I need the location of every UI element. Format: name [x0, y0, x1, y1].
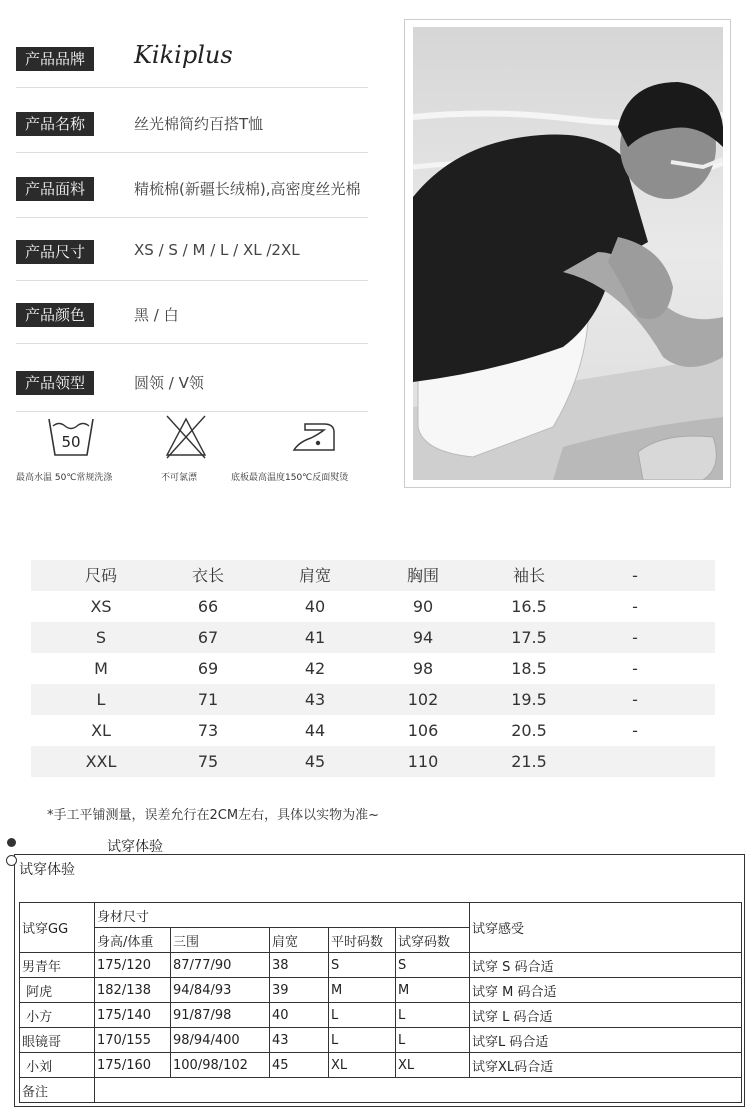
bleach-caption: 不可氯漂	[161, 473, 198, 483]
tryon-cell: L	[396, 1028, 470, 1053]
size-cell: 18.5	[511, 659, 547, 678]
tryon-cell: 38	[270, 953, 329, 978]
size-cell: 73	[197, 721, 219, 740]
tryon-cell: 175/120	[95, 953, 171, 978]
size-cell: -	[632, 597, 638, 616]
size-cell	[605, 746, 665, 777]
info-row-fabric	[16, 177, 368, 203]
tester-name: 小方	[20, 1003, 95, 1028]
tryon-feel: 试穿 L 码合适	[470, 1003, 742, 1028]
size-cell: M	[94, 659, 108, 678]
size-cell: 69	[197, 659, 219, 678]
tester-name: 阿虎	[20, 978, 95, 1003]
size-cell: 66	[197, 597, 219, 616]
subheader-cell: 试穿码数	[396, 928, 470, 953]
tryon-cell: 91/87/98	[171, 1003, 270, 1028]
size-row	[31, 684, 715, 715]
size-cell: S	[95, 628, 107, 647]
size-cell: 110	[407, 752, 439, 771]
tryon-cell: 175/140	[95, 1003, 171, 1028]
tryon-table	[19, 902, 742, 1103]
size-row	[31, 622, 715, 653]
size-cell: 98	[412, 659, 434, 678]
tester-header: 试穿GG	[20, 903, 95, 953]
iron-caption: 底板最高温度150℃反面熨烫	[231, 473, 349, 483]
tryon-cell: XL	[329, 1053, 396, 1078]
size-cell: XS	[90, 597, 112, 616]
tester-name: 眼镜哥	[20, 1028, 95, 1053]
info-row-name	[16, 112, 368, 138]
size-cell: L	[96, 690, 106, 709]
header-cell: 尺码	[84, 566, 117, 585]
info-label: 产品颜色	[16, 303, 94, 327]
wash-caption: 最高水温 50℃常规洗涤	[16, 473, 113, 483]
tryon-header-row	[20, 903, 742, 928]
no-bleach-icon	[164, 414, 208, 464]
tester-name: 小刘	[20, 1053, 95, 1078]
tryon-cell: 170/155	[95, 1028, 171, 1053]
subheader-cell: 身高/体重	[95, 928, 171, 953]
size-cell: 44	[304, 721, 326, 740]
size-cell: 94	[412, 628, 434, 647]
info-row-collar	[16, 371, 368, 397]
tryon-cell: L	[329, 1028, 396, 1053]
tryon-cell: 98/94/400	[171, 1028, 270, 1053]
size-cell: 43	[304, 690, 326, 709]
tryon-cell: 175/160	[95, 1053, 171, 1078]
tryon-caption: 试穿体验	[107, 839, 163, 855]
size-row	[31, 746, 715, 777]
size-chart	[31, 560, 715, 777]
divider	[16, 217, 368, 218]
header-cell: 胸围	[406, 566, 439, 585]
size-cell: 20.5	[511, 721, 547, 740]
size-header-row	[31, 560, 715, 591]
size-cell: 75	[197, 752, 219, 771]
size-row	[31, 591, 715, 622]
size-cell: 90	[412, 597, 434, 616]
tryon-cell: S	[329, 953, 396, 978]
tryon-cell: L	[396, 1003, 470, 1028]
info-value: 丝光棉简约百搭T恤	[134, 115, 264, 133]
size-cell: 17.5	[511, 628, 547, 647]
tryon-cell: L	[329, 1003, 396, 1028]
divider	[16, 280, 368, 281]
bullet-icon	[7, 838, 16, 847]
tryon-row	[20, 1053, 742, 1078]
tryon-title: 试穿体验	[19, 862, 75, 878]
model-photo	[413, 27, 723, 480]
size-cell: 21.5	[511, 752, 547, 771]
iron-icon	[291, 420, 337, 458]
tryon-cell: XL	[396, 1053, 470, 1078]
tryon-cell: 39	[270, 978, 329, 1003]
wash-icon	[48, 416, 94, 462]
body-header: 身材尺寸	[95, 903, 470, 928]
subheader-cell: 三围	[171, 928, 270, 953]
info-value: 圆领 / V领	[134, 374, 204, 392]
info-label: 产品尺寸	[16, 240, 94, 264]
header-cell: 衣长	[191, 566, 224, 585]
tryon-box	[14, 854, 745, 1107]
divider	[16, 411, 368, 412]
tryon-feel: 试穿XL码合适	[470, 1053, 742, 1078]
circle-icon	[6, 855, 17, 866]
info-value: 黑 / 白	[134, 306, 179, 324]
tryon-cell: 40	[270, 1003, 329, 1028]
tryon-cell: M	[396, 978, 470, 1003]
model-photo-frame	[404, 19, 731, 488]
size-cell: 19.5	[511, 690, 547, 709]
size-cell: 67	[197, 628, 219, 647]
info-label: 产品品牌	[16, 47, 94, 71]
tryon-cell: M	[329, 978, 396, 1003]
tryon-row	[20, 1003, 742, 1028]
remark-value	[95, 1078, 742, 1103]
info-row-brand	[16, 41, 368, 73]
feel-header: 试穿感受	[470, 903, 742, 953]
tryon-feel: 试穿 M 码合适	[470, 978, 742, 1003]
tryon-row	[20, 953, 742, 978]
size-cell: XL	[91, 721, 111, 740]
info-row-size	[16, 240, 368, 266]
brand-name: Kikiplus	[134, 41, 233, 69]
tryon-remark-row	[20, 1078, 742, 1103]
divider	[16, 152, 368, 153]
size-cell: 41	[304, 628, 326, 647]
divider	[16, 343, 368, 344]
header-cell: 袖长	[512, 566, 545, 585]
info-row-color	[16, 303, 368, 329]
tryon-cell: 43	[270, 1028, 329, 1053]
divider	[16, 87, 368, 88]
info-value: XS / S / M / L / XL /2XL	[134, 241, 300, 259]
size-cell: 42	[304, 659, 326, 678]
tryon-feel: 试穿L 码合适	[470, 1028, 742, 1053]
size-row	[31, 715, 715, 746]
tryon-row	[20, 978, 742, 1003]
size-cell: 40	[304, 597, 326, 616]
size-cell: 102	[407, 690, 439, 709]
size-cell: 106	[407, 721, 439, 740]
header-cell: 肩宽	[298, 566, 331, 585]
subheader-cell: 肩宽	[270, 928, 329, 953]
info-label: 产品领型	[16, 371, 94, 395]
size-cell: -	[632, 721, 638, 740]
info-value: 精梳棉(新疆长绒棉),高密度丝光棉	[134, 180, 361, 198]
size-cell: 45	[304, 752, 326, 771]
info-label: 产品名称	[16, 112, 94, 136]
size-cell: -	[632, 690, 638, 709]
remark-label: 备注	[20, 1078, 95, 1103]
tryon-feel: 试穿 S 码合适	[470, 953, 742, 978]
tryon-cell: 94/84/93	[171, 978, 270, 1003]
info-label: 产品面料	[16, 177, 94, 201]
tryon-row	[20, 1028, 742, 1053]
measurement-note: *手工平铺测量，误差允行在2CM左右，具体以实物为准~	[47, 808, 379, 823]
tryon-cell: 182/138	[95, 978, 171, 1003]
size-cell: 71	[197, 690, 219, 709]
size-row	[31, 653, 715, 684]
tryon-cell: S	[396, 953, 470, 978]
tester-name: 男青年	[20, 953, 95, 978]
wash-temperature: 50	[61, 433, 81, 451]
tryon-cell: 87/77/90	[171, 953, 270, 978]
tryon-cell: 45	[270, 1053, 329, 1078]
size-cell: -	[632, 628, 638, 647]
size-cell: 16.5	[511, 597, 547, 616]
subheader-cell: 平时码数	[329, 928, 396, 953]
size-cell: XXL	[85, 752, 117, 771]
header-cell: -	[632, 566, 638, 585]
size-cell: -	[632, 659, 638, 678]
tryon-cell: 100/98/102	[171, 1053, 270, 1078]
